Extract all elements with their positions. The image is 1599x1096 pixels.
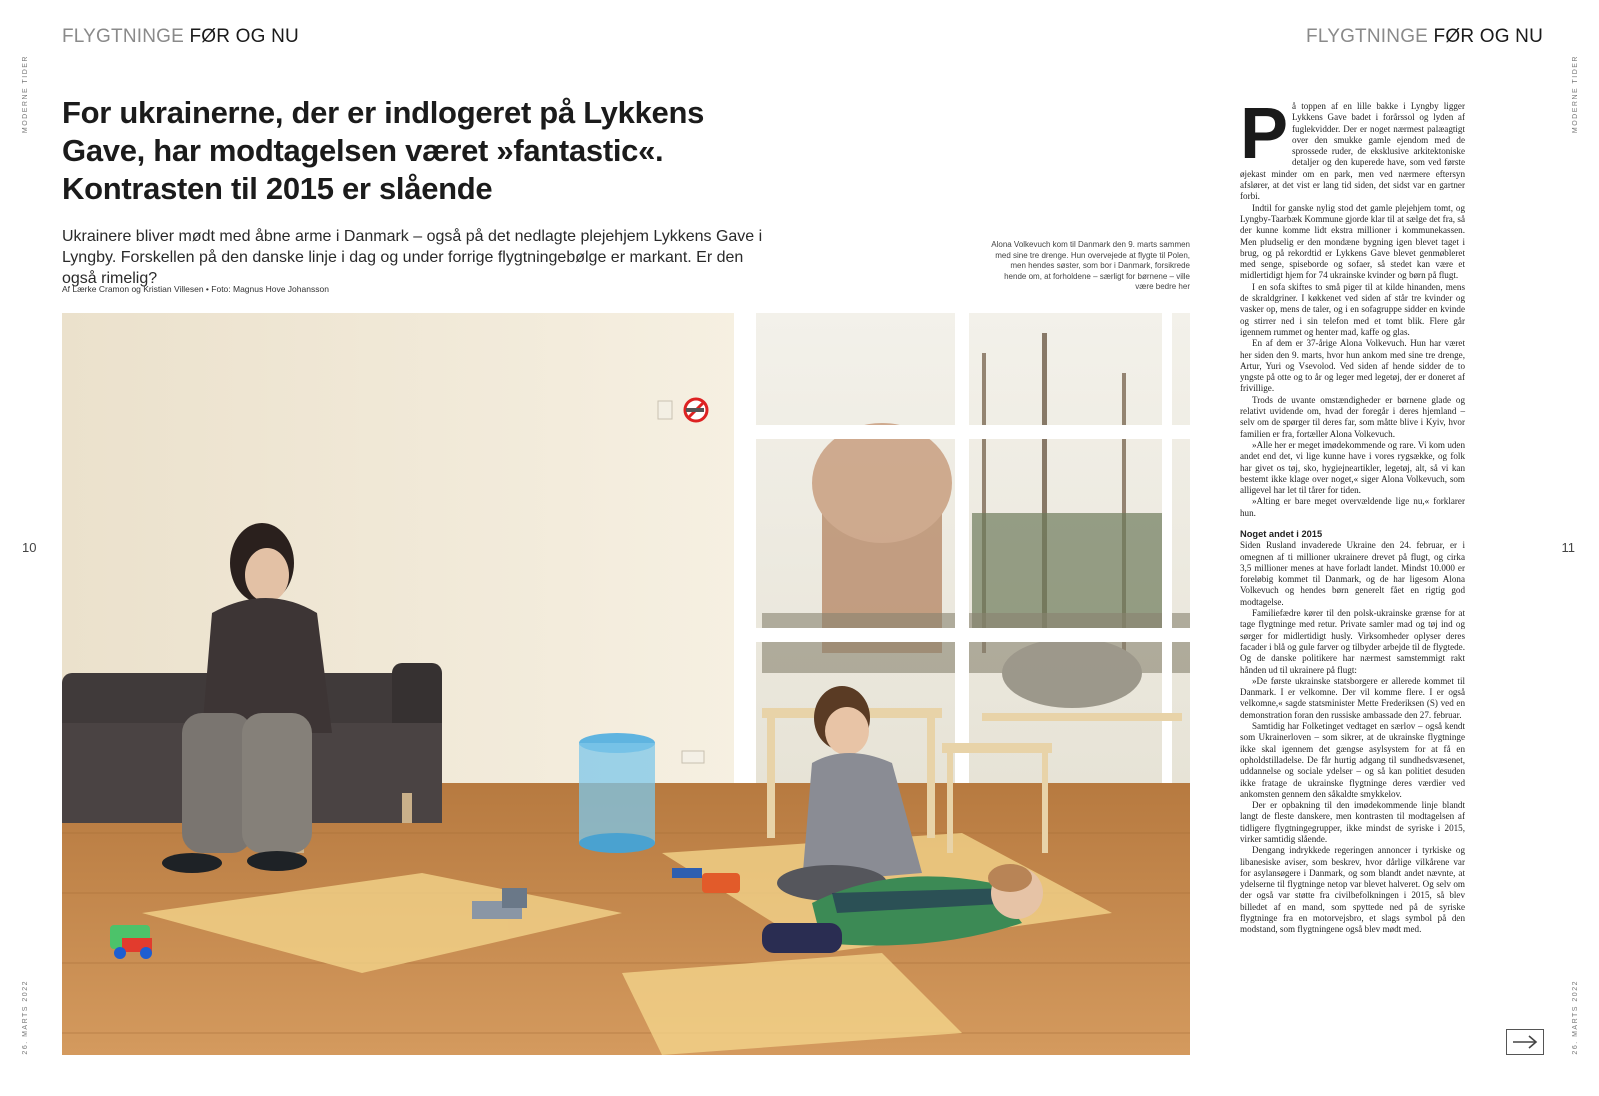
article-body (1240, 94, 1465, 936)
no-smoking-sign-icon (685, 399, 707, 421)
paragraph: »De første ukrainske statsborgere er allerede kommet til Danmark. I er velkomne. Der vil komme flere. I er også velkomne,« sagde statsminister Mette Frederiksen (S) ved en demonstration foran den russiske ambassade den 27. februar. (1240, 675, 1465, 720)
paragraph: Trods de uvante omstændigheder er børnene glade og relativt uvidende om, hvad der foregår i deres hjemland – selv om de spørger til deres far, som måtte blive i Kyiv, hvor familien er fra, fortæller Alona Volkevuch. (1240, 394, 1465, 439)
paragraph: En af dem er 37-årige Alona Volkevuch. Hun har været her siden den 9. marts, hvor hun ankom med sine tre drenge, Artur, Yuri og Vsevolod. Ved siden af hende sidder de to yngste på otte og to år og leger med legetøj, der er doneret af frivillige. (1240, 338, 1465, 394)
paragraph: Familiefædre kører til den polsk-ukrainske grænse for at tage flygtninge med retur. Private samler mad og tøj ind og sørger for midlertidigt husly. Virksomheder oplyser deres facader i blå og gule farver og tilbyder arbejde til de flygtede. Og de danske politikere har nærmest samstemmigt rakt hånden ud til ukrainere på flugt: (1240, 608, 1465, 675)
article-byline: Af Lærke Cramon og Kristian Villesen • Foto: Magnus Hove Johansson (62, 284, 329, 294)
section-label-left (62, 26, 299, 48)
section-label-right (1306, 26, 1543, 48)
photo-caption: Alona Volkevuch kom til Danmark den 9. marts sammen med sine tre drenge. Hun overvejede at flygte til Polen, men hendes søster, som bor i Danmark, forsikrede hende om, at forholdene – særligt for børnene – ville være bedre her (991, 240, 1190, 291)
section-label-dark: FØR OG NU (189, 26, 299, 47)
arrow-right-icon (1512, 1035, 1538, 1049)
paragraph: Der er opbakning til den imødekommende linje blandt langt de fleste danskere, men kontrasten til modtagelsen af tidligere flygtningegrupper, ikke mindst de syriske i 2015, virker samtidig slående. (1240, 800, 1465, 844)
photo-illustration (62, 313, 1190, 1055)
paragraph-lead (1240, 94, 1465, 203)
section-label-dark: FØR OG NU (1433, 26, 1543, 47)
margin-label-top-right: MODERNE TIDER (1572, 55, 1579, 134)
article-headline: For ukrainerne, der er indlogeret på Lykkens Gave, har modtagelsen været »fantastic«. Kontrasten til 2015 er slående (62, 95, 705, 206)
article-photo (62, 313, 1190, 1055)
margin-date-left: 26. MARTS 2022 (22, 980, 29, 1055)
paragraph: I en sofa skiftes to små piger til at kilde hinanden, mens de skraldgriner. I køkkenet ved siden af står tre kvinder og vasker op, mens de taler, og i en sofagruppe sidder en kvinde og stirrer ned i sin telefon med et tomt blik. Flere går igennem rummet og henter mad, kaffe og glas. (1240, 281, 1465, 337)
toy-basket (579, 733, 655, 853)
drop-cap: P (1240, 94, 1289, 174)
wall-switch (658, 401, 672, 419)
paragraph: »Alting er bare meget overvældende lige nu,« forklarer hun. (1240, 496, 1465, 518)
wall-outlet (682, 751, 704, 763)
page-number-left: 10 (22, 540, 37, 555)
section-label-light: FLYGTNINGE (1306, 26, 1429, 47)
paragraph: Siden Rusland invaderede Ukraine den 24. februar, er i omegnen af ti millioner ukrainere drevet på flugt, og cirka 3,5 millioner menes at have forladt landet. Mindst 10.000 er foreløbig kommet til Danmark, og de har ligesom Alona Volkevuch og hendes børn generelt fået en rigtig god modtagelse. (1240, 540, 1465, 607)
paragraph: Dengang indrykkede regeringen annoncer i tyrkiske og libanesiske aviser, som beskrev, hvor dårlige vilkårene var for asylansøgere i Danmark, og som blandt andet nævnte, at ydelserne til flygtninge netop var blevet halveret. Og selv om der også var støtte fra civilbefolkningen i 2015, så blev billedet af en mand, som spyttede ned på de syriske flygtninge fra en motorvejsbro, et slags symbol på den modstand, som flygtningene også blev mødt med. (1240, 845, 1465, 935)
margin-date-right: 26. MARTS 2022 (1572, 980, 1579, 1055)
subheading: Noget andet i 2015 (1240, 528, 1323, 539)
next-page-button[interactable] (1506, 1029, 1544, 1055)
paragraph: »Alle her er meget imødekommende og rare. Vi kom uden andet end det, vi lige kunne have i vores rygsække, og folk har givet os tøj, sko, hygiejneartikler, legetøj, alt, så vi kan bestemt ikke klage over noget,« siger Alona Volkevuch, som alligevel har let til tårer for tiden. (1240, 439, 1465, 496)
paragraph-lead-text: å toppen af en lille bakke i Lyngby ligger Lykkens Gave badet i forårssol og lyden af fuglekvidder. Der er noget nærmest palæagtigt over den smukke gamle ejendom med de sprossede ruder, de eksklusive arkitektoniske detaljer og den kuperede have, som ved første øjekast minder om en park, men ved nærmere eftersyn afslører, at det vist er lang tid siden, det sidst var en gartner forbi. (1240, 101, 1465, 202)
page-number-right: 11 (1561, 540, 1575, 555)
paragraph: Indtil for ganske nylig stod det gamle plejehjem tomt, og Lyngby-Taarbæk Kommune gjorde klar til at sælge det fra, så der kunne komme lidt ekstra millioner i kommunekassen. Men pludselig er den mondæne bygning igen blevet taget i brug, og på rekordtid er Lykkens Gave blevet genmøbleret med senge, spiseborde og sofaer, så stedet kan være et midlertidigt hjem for 74 ukrainske kvinder og børn på flugt. (1240, 202, 1465, 281)
paragraph: Samtidig har Folketinget vedtaget en særlov – også kendt som Ukrainerloven – som sikrer, at de ukrainske flygtninge ikke skal igennem det gængse asylsystem for at få en opholdstilladelse. De får hurtig adgang til sundhedsvæsenet, uddannelse og sociale ydelser – og så kan politiet desuden ikke fratage de ukrainske flygtninge deres værdier ved ankomsten gennem den såkaldte smykkelov. (1240, 721, 1465, 799)
margin-label-top-left: MODERNE TIDER (22, 55, 29, 134)
section-label-light: FLYGTNINGE (62, 26, 184, 47)
article-standfirst: Ukrainere bliver mødt med åbne arme i Danmark – også på det nedlagte plejehjem Lykkens Gave i Lyngby. Forskellen på den danske linje i dag og under forrige flygtningebølge er markant. Er den også rimelig? (62, 228, 763, 287)
